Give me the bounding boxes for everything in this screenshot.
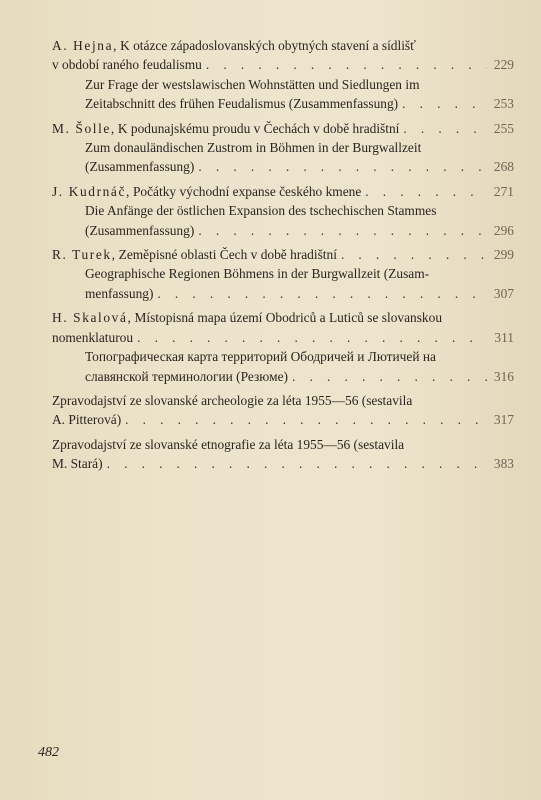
summary-line	[52, 264, 514, 283]
dot-leader	[341, 245, 487, 264]
page-ref: 271	[493, 183, 514, 199]
dot-leader	[365, 182, 487, 201]
entry-title: Geographische Regionen Böhmens in der Burgwallzeit (Zusam-	[85, 266, 430, 282]
author-name: A. Hejna,	[52, 38, 119, 53]
entry-title: Die Anfänge der östlichen Expansion des tschechischen Stammes	[85, 203, 437, 219]
dot-leader	[206, 55, 487, 74]
page-ref: 316	[493, 368, 514, 384]
table-of-contents	[52, 36, 514, 474]
page-ref: 255	[493, 120, 514, 136]
entry-title: Топографическая карта территорий Ободричей и Лютичей на	[85, 349, 436, 365]
entry-title: славянской терминологии (Резюме)	[85, 368, 289, 384]
summary-line	[52, 347, 514, 366]
summary-line	[52, 221, 514, 240]
summary-line	[52, 367, 514, 386]
page-ref: 317	[493, 412, 514, 428]
entry-title: Zpravodajství ze slovanské archeologie za léta 1955—56 (sestavila	[52, 392, 413, 408]
entry-title: (Zusammenfassung)	[85, 222, 195, 238]
entry-line	[52, 435, 514, 454]
entry-title: A. Pitterová)	[52, 412, 122, 428]
page-ref: 268	[493, 159, 514, 175]
toc-entry	[52, 36, 514, 114]
entry-title: v období raného feudalismu	[52, 57, 202, 73]
page-ref: 296	[493, 222, 514, 238]
entry-title: Počátky východní expanse českého kmene	[132, 183, 362, 199]
entry-line	[52, 182, 514, 201]
page-ref: 229	[493, 57, 514, 73]
dot-leader	[137, 328, 487, 347]
entry-title: Zeměpisné oblasti Čech v době hradištní	[118, 247, 337, 263]
author-name: M. Šolle,	[52, 120, 116, 136]
summary-line	[52, 284, 514, 303]
dot-leader	[107, 454, 487, 473]
entry-title: nomenklaturou	[52, 329, 134, 345]
entry-title: Zeitabschnitt des frühen Feudalismus (Zusammenfassung)	[85, 96, 399, 112]
dot-leader	[125, 410, 487, 429]
entry-line	[52, 391, 514, 410]
entry-line	[52, 328, 514, 347]
author-name: J. Kudrnáč,	[52, 183, 131, 199]
author-name: R. Turek,	[52, 247, 117, 263]
entry-title: Zpravodajství ze slovanské etnografie za léta 1955—56 (sestavila	[52, 436, 405, 452]
entry-line	[52, 308, 514, 327]
entry-line	[52, 245, 514, 264]
entry-line	[52, 55, 514, 74]
toc-entry	[52, 435, 514, 474]
entry-line	[52, 454, 514, 473]
dot-leader	[292, 367, 487, 386]
summary-line	[52, 94, 514, 113]
dot-leader	[402, 94, 487, 113]
dot-leader	[157, 284, 487, 303]
page-ref: 311	[494, 329, 514, 345]
page-ref: 383	[493, 456, 514, 472]
summary-line	[52, 138, 514, 157]
entry-title: Zur Frage der westslawischen Wohnstätten und Siedlungen im	[85, 76, 420, 92]
summary-line	[52, 75, 514, 94]
summary-line	[52, 157, 514, 176]
entry-title: K podunajskému proudu v Čechách v době hradištní	[117, 120, 400, 136]
toc-entry	[52, 391, 514, 430]
entry-line	[52, 36, 514, 55]
entry-title: Místopisná mapa území Obodriců a Luticů se slovanskou	[134, 310, 443, 326]
toc-entry	[52, 182, 514, 240]
toc-entry	[52, 308, 514, 386]
toc-entry	[52, 119, 514, 177]
dot-leader	[198, 157, 487, 176]
entry-title: M. Stará)	[52, 456, 103, 472]
page-ref: 299	[493, 247, 514, 263]
entry-title: menfassung)	[85, 285, 154, 301]
toc-entry	[52, 245, 514, 303]
entry-title: (Zusammenfassung)	[85, 159, 195, 175]
entry-title: K otázce západoslovanských obytných stavení a sídlišť	[120, 38, 416, 53]
entry-line	[52, 410, 514, 429]
page-number: 482	[38, 745, 59, 760]
dot-leader	[198, 221, 487, 240]
summary-line	[52, 201, 514, 220]
entry-line	[52, 119, 514, 138]
page-ref: 253	[493, 96, 514, 112]
page-ref: 307	[493, 285, 514, 301]
dot-leader	[403, 119, 487, 138]
entry-title: Zum donauländischen Zustrom in Böhmen in der Burgwallzeit	[85, 140, 422, 156]
author-name: H. Skalová,	[52, 310, 133, 326]
